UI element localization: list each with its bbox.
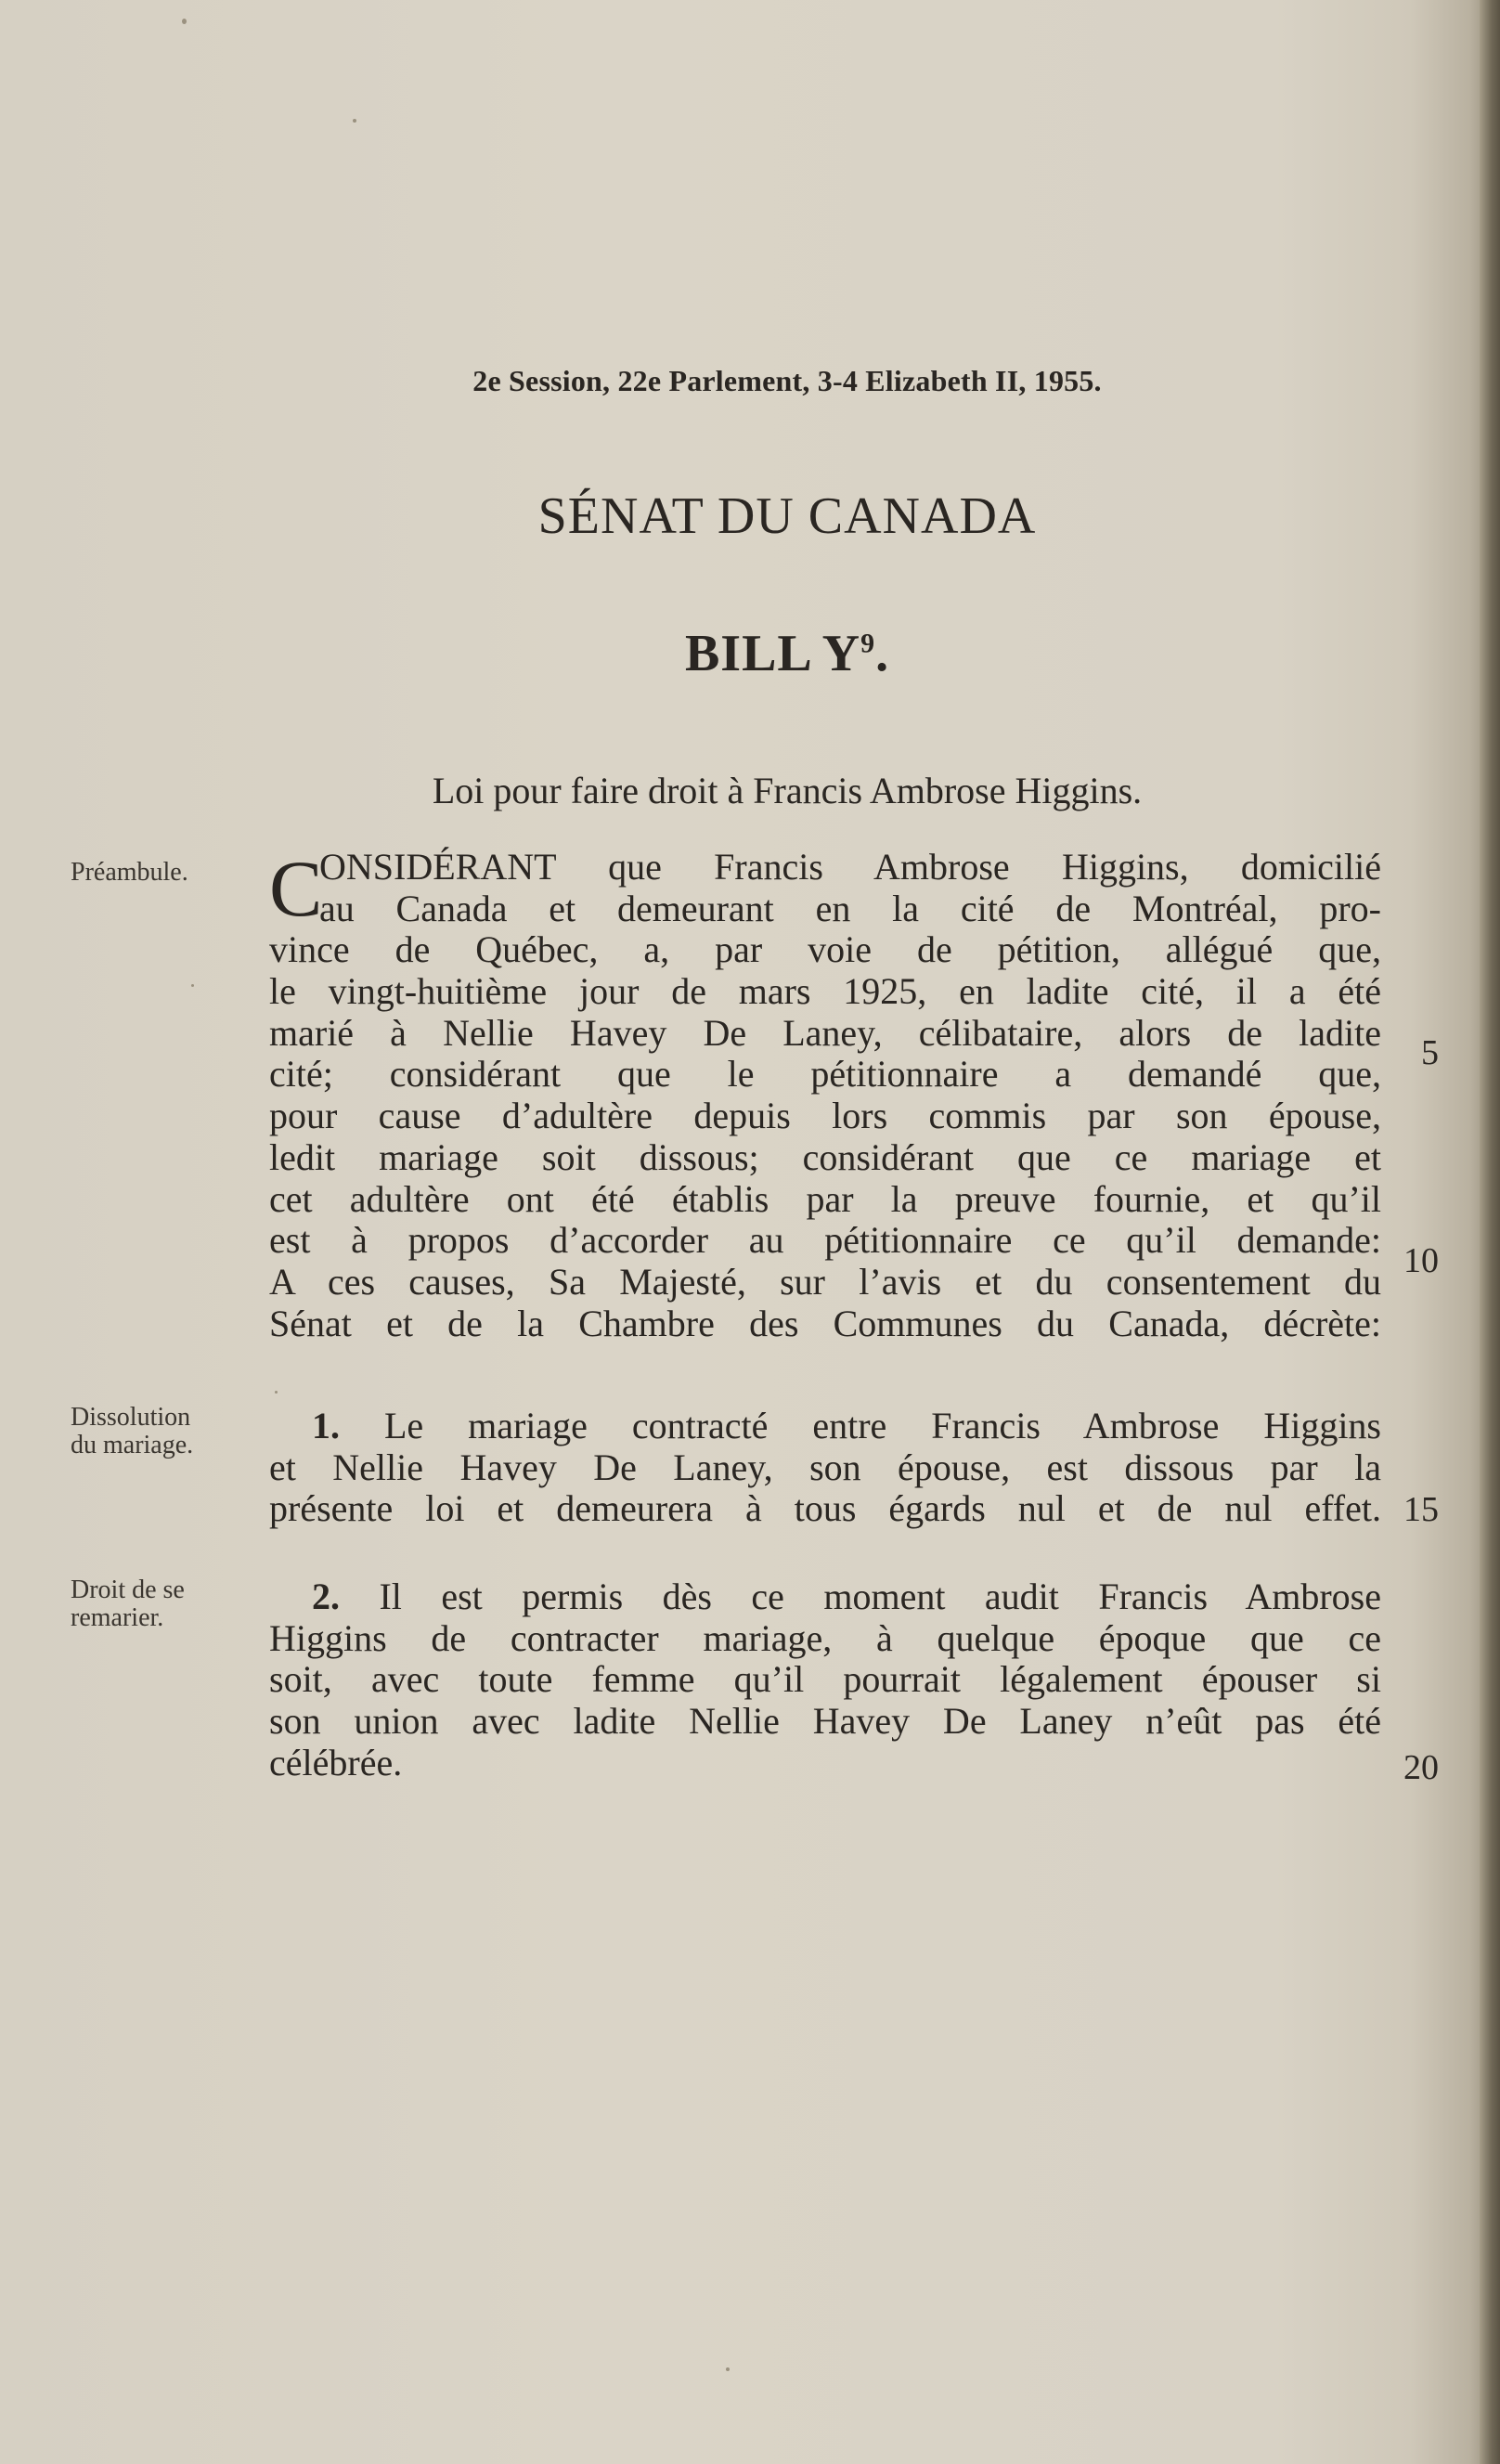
text-line: A ces causes, Sa Majesté, sur l’avis et du consentement du (269, 1260, 1381, 1303)
text-line: pour cause d’adultère depuis lors commis par son épouse, (269, 1095, 1381, 1137)
paper-speck (191, 984, 194, 987)
text-line: ONSIDÉRANT que Francis Ambrose Higgins, domicilié (319, 846, 1381, 888)
margin-note-text: Dissolution (71, 1403, 191, 1432)
margin-note-text: remarier. (71, 1603, 164, 1632)
section-number: 2. (312, 1576, 340, 1617)
section-number: 1. (312, 1405, 340, 1446)
margin-note-text: Préambule. (71, 858, 188, 887)
text-line: cité; considérant que le pétitionnaire a demandé que, (269, 1053, 1381, 1096)
section-1 (269, 1406, 1381, 1530)
drop-cap: C (269, 844, 323, 933)
bill-title (0, 624, 1500, 683)
text-line (269, 1576, 1381, 1618)
text-line: est à propos d’accorder au pétitionnaire ce qu’il demande: (269, 1219, 1381, 1262)
paper-speck (353, 119, 356, 123)
text-line: son union avec ladite Nellie Havey De Laney n’eût pas été (269, 1700, 1381, 1743)
bill-suffix: . (875, 625, 890, 682)
preamble-paragraph (269, 844, 1381, 1344)
section-text: Il est permis dès ce moment audit Francis Ambrose (379, 1576, 1382, 1617)
bill-prefix: BILL Y (684, 625, 861, 682)
text-line: présente loi et demeurera à tous égards nul et de nul effet. (269, 1487, 1381, 1530)
session-header: 2e Session, 22e Parlement, 3-4 Elizabeth II, 1955. (472, 364, 1102, 397)
margin-note-preamble (71, 859, 256, 887)
line-number: 15 (1403, 1490, 1439, 1529)
text-line: ledit mariage soit dissous; considérant que ce mariage et (269, 1135, 1381, 1178)
institution-title: SÉNAT DU CANADA (537, 487, 1037, 545)
text-line: le vingt-huitième jour de mars 1925, en ladite cité, il a été (269, 970, 1381, 1013)
bill-subtitle: Loi pour faire droit à Francis Ambrose Higgins. (432, 770, 1143, 811)
section-2 (269, 1576, 1381, 1783)
text-line: au Canada et demeurant en la cité de Montréal, pro- (319, 887, 1381, 929)
text-line: célébrée. (269, 1741, 403, 1783)
section-text: Le mariage contracté entre Francis Ambrose Higgins (383, 1405, 1381, 1446)
margin-note-dissolution (71, 1404, 256, 1459)
paper-speck (275, 1391, 278, 1394)
text-line: Higgins de contracter mariage, à quelque époque que ce (269, 1616, 1381, 1659)
bill-superscript: 9 (860, 628, 876, 659)
line-number: 20 (1403, 1748, 1439, 1787)
text-line (269, 1406, 1381, 1447)
line-number: 5 (1421, 1033, 1439, 1072)
margin-note-text: du mariage. (71, 1431, 194, 1459)
text-line: Sénat et de la Chambre des Communes du Canada, décrète: (269, 1302, 1381, 1344)
text-line: cet adultère ont été établis par la preuve fournie, et qu’il (269, 1177, 1381, 1220)
line-number: 10 (1403, 1241, 1439, 1280)
margin-note-text: Droit de se (71, 1576, 185, 1604)
text-line: soit, avec toute femme qu’il pourrait légalement épouser si (269, 1658, 1381, 1701)
text-line: vince de Québec, a, par voie de pétition, allégué que, (269, 928, 1381, 971)
margin-note-remarry (71, 1576, 256, 1632)
text-line: et Nellie Havey De Laney, son épouse, est dissous par la (269, 1446, 1381, 1488)
paper-speck (726, 2367, 730, 2371)
text-line: marié à Nellie Havey De Laney, célibataire, alors de ladite (269, 1011, 1381, 1054)
paper-speck (182, 19, 187, 24)
